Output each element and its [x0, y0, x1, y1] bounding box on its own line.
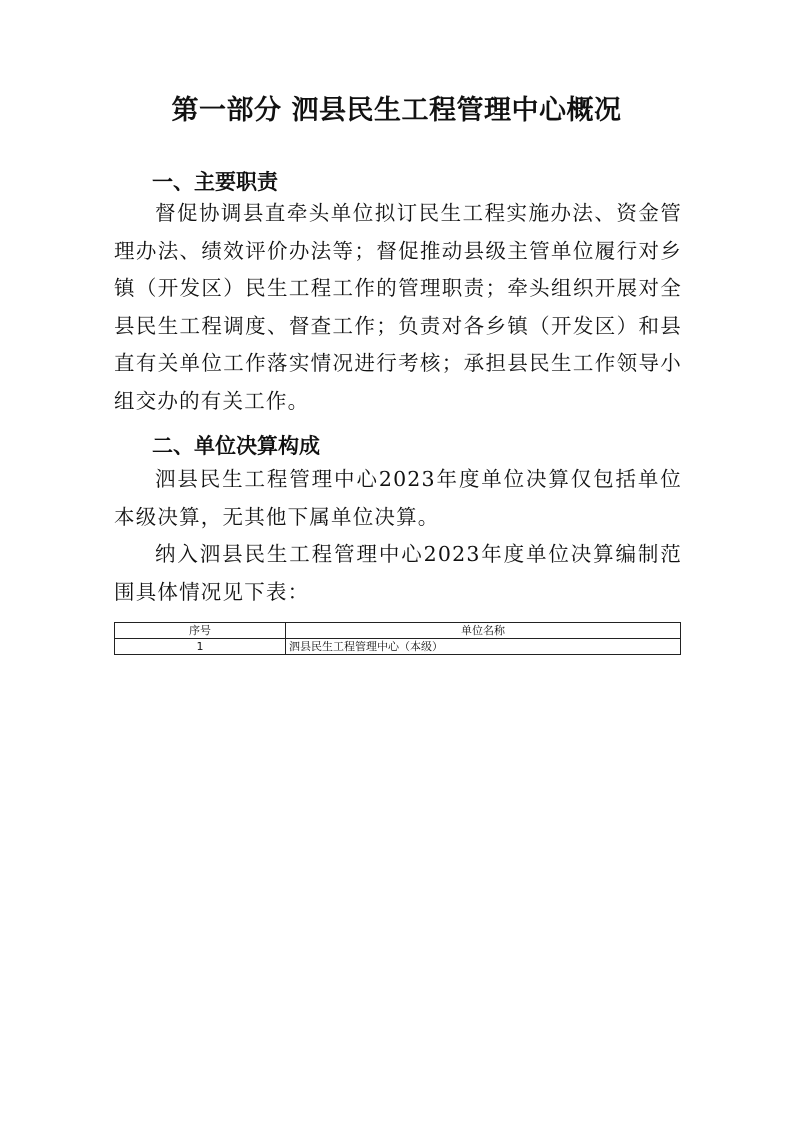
- unit-table: [114, 622, 681, 655]
- header-index: 序号: [115, 623, 286, 639]
- header-unit-name: 单位名称: [286, 623, 681, 639]
- page-title: 第一部分 泗县民生工程管理中心概况: [171, 95, 622, 126]
- table-row: [115, 639, 681, 655]
- scope-paragraph: 纳入泗县民生工程管理中心2023年度单位决算编制范围具体情况见下表：: [114, 542, 682, 604]
- composition-paragraph: 泗县民生工程管理中心2023年度单位决算仅包括单位本级决算，无其他下属单位决算。: [114, 467, 682, 529]
- section-heading-composition: 二、单位决算构成: [152, 434, 320, 458]
- section-heading-duties: 一、主要职责: [152, 170, 278, 194]
- cell-unit-name: 泗县民生工程管理中心（本级）: [286, 639, 681, 655]
- cell-index: 1: [115, 639, 286, 655]
- table-header-row: [115, 623, 681, 639]
- duties-paragraph: 督促协调县直牵头单位拟订民生工程实施办法、资金管理办法、绩效评价办法等；督促推动县级主管单位履行对乡镇（开发区）民生工程工作的管理职责；牵头组织开展对全县民生工程调度、督查工作；负责对各乡镇（开发区）和县直有关单位工作落实情况进行考核；承担县民生工作领导小组交办的有关工作。: [114, 201, 682, 413]
